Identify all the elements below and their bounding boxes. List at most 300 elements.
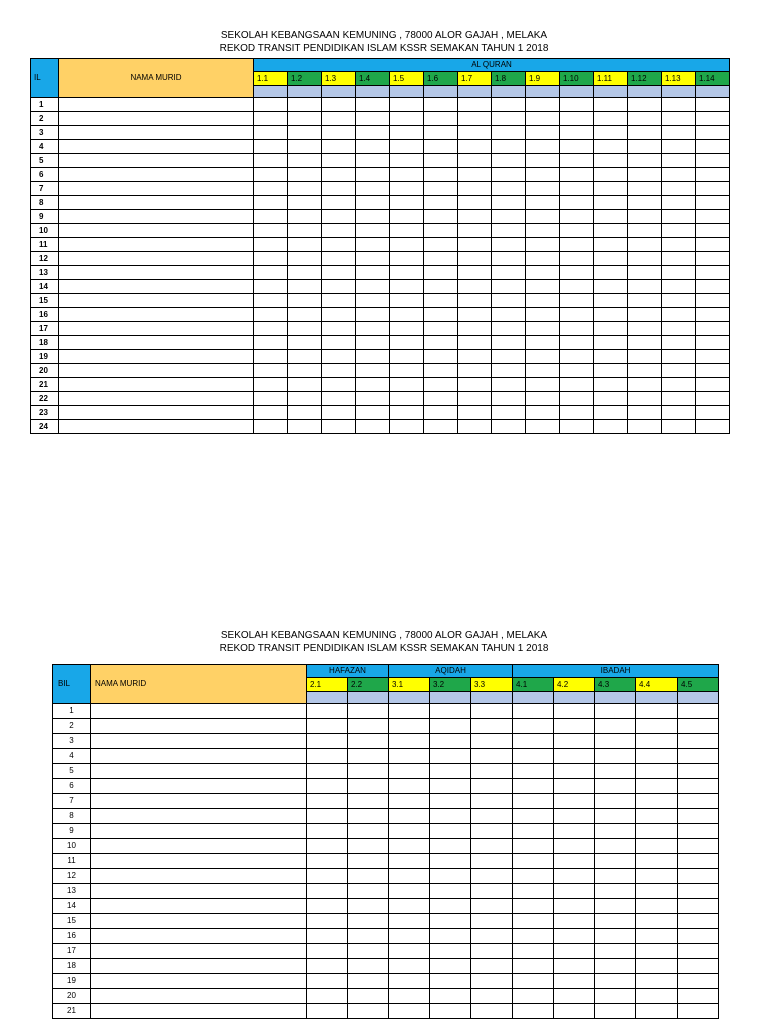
mark-cell[interactable]: [554, 779, 595, 794]
mark-cell[interactable]: [424, 238, 458, 252]
mark-cell[interactable]: [458, 280, 492, 294]
mark-cell[interactable]: [678, 719, 719, 734]
mark-cell[interactable]: [322, 224, 356, 238]
mark-cell[interactable]: [492, 182, 526, 196]
mark-cell[interactable]: [424, 308, 458, 322]
mark-cell[interactable]: [348, 884, 389, 899]
mark-cell[interactable]: [458, 168, 492, 182]
mark-cell[interactable]: [348, 749, 389, 764]
mark-cell[interactable]: [678, 929, 719, 944]
mark-cell[interactable]: [348, 794, 389, 809]
mark-cell[interactable]: [307, 809, 348, 824]
student-name-cell[interactable]: [59, 280, 254, 294]
mark-cell[interactable]: [307, 914, 348, 929]
mark-cell[interactable]: [513, 869, 554, 884]
mark-cell[interactable]: [678, 914, 719, 929]
mark-cell[interactable]: [356, 308, 390, 322]
mark-cell[interactable]: [678, 764, 719, 779]
mark-cell[interactable]: [492, 224, 526, 238]
mark-cell[interactable]: [471, 719, 513, 734]
student-name-cell[interactable]: [59, 392, 254, 406]
mark-cell[interactable]: [554, 914, 595, 929]
mark-cell[interactable]: [288, 126, 322, 140]
mark-cell[interactable]: [356, 294, 390, 308]
mark-cell[interactable]: [356, 182, 390, 196]
mark-cell[interactable]: [471, 869, 513, 884]
mark-cell[interactable]: [424, 322, 458, 336]
mark-cell[interactable]: [458, 154, 492, 168]
mark-cell[interactable]: [348, 929, 389, 944]
mark-cell[interactable]: [471, 944, 513, 959]
mark-cell[interactable]: [594, 392, 628, 406]
mark-cell[interactable]: [513, 884, 554, 899]
mark-cell[interactable]: [307, 734, 348, 749]
mark-cell[interactable]: [628, 350, 662, 364]
mark-cell[interactable]: [554, 824, 595, 839]
mark-cell[interactable]: [322, 378, 356, 392]
mark-cell[interactable]: [554, 929, 595, 944]
mark-cell[interactable]: [595, 824, 636, 839]
mark-cell[interactable]: [322, 182, 356, 196]
mark-cell[interactable]: [594, 406, 628, 420]
mark-cell[interactable]: [513, 749, 554, 764]
mark-cell[interactable]: [526, 322, 560, 336]
mark-cell[interactable]: [628, 378, 662, 392]
mark-cell[interactable]: [356, 392, 390, 406]
mark-cell[interactable]: [492, 308, 526, 322]
mark-cell[interactable]: [526, 196, 560, 210]
mark-cell[interactable]: [594, 266, 628, 280]
mark-cell[interactable]: [628, 224, 662, 238]
mark-cell[interactable]: [594, 140, 628, 154]
student-name-cell[interactable]: [91, 704, 307, 719]
mark-cell[interactable]: [560, 336, 594, 350]
mark-cell[interactable]: [288, 140, 322, 154]
mark-cell[interactable]: [678, 839, 719, 854]
mark-cell[interactable]: [356, 196, 390, 210]
mark-cell[interactable]: [288, 364, 322, 378]
mark-cell[interactable]: [390, 378, 424, 392]
mark-cell[interactable]: [424, 112, 458, 126]
mark-cell[interactable]: [595, 794, 636, 809]
mark-cell[interactable]: [595, 839, 636, 854]
mark-cell[interactable]: [254, 308, 288, 322]
mark-cell[interactable]: [430, 704, 471, 719]
mark-cell[interactable]: [322, 420, 356, 434]
mark-cell[interactable]: [389, 749, 430, 764]
mark-cell[interactable]: [307, 749, 348, 764]
mark-cell[interactable]: [492, 196, 526, 210]
mark-cell[interactable]: [348, 839, 389, 854]
mark-cell[interactable]: [471, 779, 513, 794]
mark-cell[interactable]: [595, 914, 636, 929]
mark-cell[interactable]: [595, 974, 636, 989]
mark-cell[interactable]: [288, 266, 322, 280]
mark-cell[interactable]: [430, 824, 471, 839]
mark-cell[interactable]: [594, 224, 628, 238]
mark-cell[interactable]: [288, 154, 322, 168]
mark-cell[interactable]: [458, 350, 492, 364]
mark-cell[interactable]: [595, 869, 636, 884]
mark-cell[interactable]: [389, 764, 430, 779]
mark-cell[interactable]: [554, 1004, 595, 1019]
mark-cell[interactable]: [458, 406, 492, 420]
mark-cell[interactable]: [389, 974, 430, 989]
mark-cell[interactable]: [662, 266, 696, 280]
mark-cell[interactable]: [322, 252, 356, 266]
mark-cell[interactable]: [662, 224, 696, 238]
mark-cell[interactable]: [662, 112, 696, 126]
mark-cell[interactable]: [430, 914, 471, 929]
mark-cell[interactable]: [678, 1004, 719, 1019]
mark-cell[interactable]: [471, 974, 513, 989]
mark-cell[interactable]: [678, 824, 719, 839]
mark-cell[interactable]: [492, 378, 526, 392]
mark-cell[interactable]: [458, 196, 492, 210]
mark-cell[interactable]: [696, 112, 730, 126]
mark-cell[interactable]: [356, 364, 390, 378]
mark-cell[interactable]: [430, 944, 471, 959]
mark-cell[interactable]: [348, 974, 389, 989]
mark-cell[interactable]: [458, 294, 492, 308]
mark-cell[interactable]: [696, 294, 730, 308]
mark-cell[interactable]: [595, 944, 636, 959]
mark-cell[interactable]: [526, 168, 560, 182]
student-name-cell[interactable]: [59, 126, 254, 140]
mark-cell[interactable]: [594, 322, 628, 336]
mark-cell[interactable]: [696, 238, 730, 252]
mark-cell[interactable]: [594, 350, 628, 364]
mark-cell[interactable]: [471, 749, 513, 764]
mark-cell[interactable]: [636, 869, 678, 884]
mark-cell[interactable]: [458, 98, 492, 112]
mark-cell[interactable]: [492, 406, 526, 420]
mark-cell[interactable]: [471, 794, 513, 809]
mark-cell[interactable]: [526, 420, 560, 434]
mark-cell[interactable]: [662, 168, 696, 182]
student-name-cell[interactable]: [91, 734, 307, 749]
mark-cell[interactable]: [595, 929, 636, 944]
mark-cell[interactable]: [526, 238, 560, 252]
mark-cell[interactable]: [595, 749, 636, 764]
mark-cell[interactable]: [678, 809, 719, 824]
mark-cell[interactable]: [390, 196, 424, 210]
mark-cell[interactable]: [389, 1004, 430, 1019]
mark-cell[interactable]: [662, 238, 696, 252]
mark-cell[interactable]: [430, 839, 471, 854]
mark-cell[interactable]: [254, 224, 288, 238]
mark-cell[interactable]: [322, 238, 356, 252]
mark-cell[interactable]: [595, 959, 636, 974]
mark-cell[interactable]: [513, 899, 554, 914]
mark-cell[interactable]: [594, 364, 628, 378]
mark-cell[interactable]: [348, 779, 389, 794]
mark-cell[interactable]: [696, 210, 730, 224]
mark-cell[interactable]: [628, 210, 662, 224]
mark-cell[interactable]: [288, 294, 322, 308]
mark-cell[interactable]: [662, 322, 696, 336]
mark-cell[interactable]: [254, 406, 288, 420]
mark-cell[interactable]: [636, 1004, 678, 1019]
mark-cell[interactable]: [356, 378, 390, 392]
mark-cell[interactable]: [307, 884, 348, 899]
student-name-cell[interactable]: [91, 929, 307, 944]
mark-cell[interactable]: [636, 884, 678, 899]
mark-cell[interactable]: [424, 266, 458, 280]
mark-cell[interactable]: [288, 420, 322, 434]
mark-cell[interactable]: [471, 959, 513, 974]
mark-cell[interactable]: [389, 824, 430, 839]
mark-cell[interactable]: [389, 704, 430, 719]
mark-cell[interactable]: [636, 974, 678, 989]
mark-cell[interactable]: [348, 764, 389, 779]
mark-cell[interactable]: [662, 140, 696, 154]
mark-cell[interactable]: [513, 989, 554, 1004]
mark-cell[interactable]: [696, 322, 730, 336]
mark-cell[interactable]: [513, 719, 554, 734]
mark-cell[interactable]: [636, 809, 678, 824]
mark-cell[interactable]: [594, 280, 628, 294]
mark-cell[interactable]: [636, 914, 678, 929]
mark-cell[interactable]: [356, 420, 390, 434]
mark-cell[interactable]: [356, 126, 390, 140]
mark-cell[interactable]: [554, 704, 595, 719]
mark-cell[interactable]: [424, 378, 458, 392]
mark-cell[interactable]: [348, 869, 389, 884]
mark-cell[interactable]: [594, 112, 628, 126]
student-name-cell[interactable]: [59, 98, 254, 112]
mark-cell[interactable]: [554, 944, 595, 959]
mark-cell[interactable]: [662, 294, 696, 308]
mark-cell[interactable]: [662, 364, 696, 378]
mark-cell[interactable]: [526, 266, 560, 280]
mark-cell[interactable]: [356, 280, 390, 294]
mark-cell[interactable]: [560, 154, 594, 168]
mark-cell[interactable]: [560, 294, 594, 308]
mark-cell[interactable]: [254, 420, 288, 434]
mark-cell[interactable]: [424, 210, 458, 224]
mark-cell[interactable]: [288, 308, 322, 322]
mark-cell[interactable]: [526, 182, 560, 196]
mark-cell[interactable]: [356, 238, 390, 252]
mark-cell[interactable]: [424, 392, 458, 406]
student-name-cell[interactable]: [91, 854, 307, 869]
student-name-cell[interactable]: [59, 336, 254, 350]
mark-cell[interactable]: [513, 809, 554, 824]
mark-cell[interactable]: [560, 350, 594, 364]
mark-cell[interactable]: [424, 196, 458, 210]
mark-cell[interactable]: [560, 98, 594, 112]
mark-cell[interactable]: [458, 378, 492, 392]
mark-cell[interactable]: [696, 196, 730, 210]
student-name-cell[interactable]: [59, 364, 254, 378]
mark-cell[interactable]: [513, 824, 554, 839]
mark-cell[interactable]: [254, 378, 288, 392]
mark-cell[interactable]: [594, 196, 628, 210]
mark-cell[interactable]: [696, 392, 730, 406]
mark-cell[interactable]: [471, 839, 513, 854]
student-name-cell[interactable]: [59, 378, 254, 392]
student-name-cell[interactable]: [91, 779, 307, 794]
mark-cell[interactable]: [526, 154, 560, 168]
mark-cell[interactable]: [628, 420, 662, 434]
mark-cell[interactable]: [513, 914, 554, 929]
mark-cell[interactable]: [307, 974, 348, 989]
mark-cell[interactable]: [492, 154, 526, 168]
student-name-cell[interactable]: [59, 350, 254, 364]
mark-cell[interactable]: [430, 749, 471, 764]
mark-cell[interactable]: [628, 322, 662, 336]
mark-cell[interactable]: [458, 364, 492, 378]
mark-cell[interactable]: [595, 809, 636, 824]
mark-cell[interactable]: [424, 154, 458, 168]
mark-cell[interactable]: [322, 322, 356, 336]
mark-cell[interactable]: [307, 929, 348, 944]
mark-cell[interactable]: [662, 378, 696, 392]
mark-cell[interactable]: [458, 252, 492, 266]
mark-cell[interactable]: [662, 252, 696, 266]
student-name-cell[interactable]: [91, 1004, 307, 1019]
student-name-cell[interactable]: [59, 294, 254, 308]
mark-cell[interactable]: [424, 350, 458, 364]
mark-cell[interactable]: [348, 809, 389, 824]
mark-cell[interactable]: [492, 98, 526, 112]
student-name-cell[interactable]: [91, 884, 307, 899]
mark-cell[interactable]: [628, 364, 662, 378]
mark-cell[interactable]: [678, 974, 719, 989]
mark-cell[interactable]: [594, 210, 628, 224]
mark-cell[interactable]: [430, 1004, 471, 1019]
mark-cell[interactable]: [307, 764, 348, 779]
mark-cell[interactable]: [458, 238, 492, 252]
mark-cell[interactable]: [458, 224, 492, 238]
mark-cell[interactable]: [696, 126, 730, 140]
mark-cell[interactable]: [560, 378, 594, 392]
student-name-cell[interactable]: [91, 764, 307, 779]
mark-cell[interactable]: [458, 126, 492, 140]
mark-cell[interactable]: [595, 704, 636, 719]
mark-cell[interactable]: [636, 734, 678, 749]
mark-cell[interactable]: [389, 794, 430, 809]
mark-cell[interactable]: [696, 168, 730, 182]
mark-cell[interactable]: [526, 252, 560, 266]
mark-cell[interactable]: [254, 336, 288, 350]
mark-cell[interactable]: [424, 168, 458, 182]
mark-cell[interactable]: [696, 154, 730, 168]
mark-cell[interactable]: [526, 280, 560, 294]
mark-cell[interactable]: [678, 794, 719, 809]
mark-cell[interactable]: [492, 112, 526, 126]
mark-cell[interactable]: [628, 182, 662, 196]
student-name-cell[interactable]: [59, 308, 254, 322]
mark-cell[interactable]: [560, 210, 594, 224]
mark-cell[interactable]: [526, 294, 560, 308]
mark-cell[interactable]: [492, 252, 526, 266]
mark-cell[interactable]: [390, 210, 424, 224]
mark-cell[interactable]: [348, 959, 389, 974]
mark-cell[interactable]: [348, 1004, 389, 1019]
mark-cell[interactable]: [594, 182, 628, 196]
mark-cell[interactable]: [560, 140, 594, 154]
mark-cell[interactable]: [492, 392, 526, 406]
student-name-cell[interactable]: [91, 899, 307, 914]
mark-cell[interactable]: [662, 350, 696, 364]
mark-cell[interactable]: [513, 944, 554, 959]
student-name-cell[interactable]: [59, 112, 254, 126]
mark-cell[interactable]: [307, 869, 348, 884]
mark-cell[interactable]: [492, 168, 526, 182]
mark-cell[interactable]: [254, 98, 288, 112]
mark-cell[interactable]: [594, 294, 628, 308]
mark-cell[interactable]: [322, 280, 356, 294]
mark-cell[interactable]: [390, 126, 424, 140]
mark-cell[interactable]: [356, 322, 390, 336]
mark-cell[interactable]: [526, 350, 560, 364]
student-name-cell[interactable]: [59, 420, 254, 434]
mark-cell[interactable]: [254, 392, 288, 406]
mark-cell[interactable]: [307, 959, 348, 974]
mark-cell[interactable]: [678, 869, 719, 884]
student-name-cell[interactable]: [91, 719, 307, 734]
mark-cell[interactable]: [636, 929, 678, 944]
mark-cell[interactable]: [560, 280, 594, 294]
student-name-cell[interactable]: [91, 809, 307, 824]
mark-cell[interactable]: [662, 392, 696, 406]
mark-cell[interactable]: [492, 322, 526, 336]
student-name-cell[interactable]: [59, 238, 254, 252]
mark-cell[interactable]: [307, 989, 348, 1004]
mark-cell[interactable]: [254, 280, 288, 294]
mark-cell[interactable]: [594, 378, 628, 392]
mark-cell[interactable]: [492, 238, 526, 252]
mark-cell[interactable]: [288, 378, 322, 392]
mark-cell[interactable]: [288, 350, 322, 364]
mark-cell[interactable]: [458, 322, 492, 336]
mark-cell[interactable]: [424, 224, 458, 238]
mark-cell[interactable]: [254, 182, 288, 196]
mark-cell[interactable]: [526, 98, 560, 112]
mark-cell[interactable]: [662, 336, 696, 350]
mark-cell[interactable]: [554, 854, 595, 869]
mark-cell[interactable]: [254, 364, 288, 378]
mark-cell[interactable]: [554, 884, 595, 899]
mark-cell[interactable]: [594, 98, 628, 112]
mark-cell[interactable]: [492, 294, 526, 308]
mark-cell[interactable]: [390, 154, 424, 168]
mark-cell[interactable]: [628, 168, 662, 182]
mark-cell[interactable]: [526, 224, 560, 238]
mark-cell[interactable]: [560, 224, 594, 238]
mark-cell[interactable]: [288, 168, 322, 182]
mark-cell[interactable]: [307, 719, 348, 734]
mark-cell[interactable]: [662, 308, 696, 322]
mark-cell[interactable]: [492, 280, 526, 294]
mark-cell[interactable]: [307, 854, 348, 869]
mark-cell[interactable]: [390, 224, 424, 238]
mark-cell[interactable]: [458, 392, 492, 406]
mark-cell[interactable]: [560, 364, 594, 378]
mark-cell[interactable]: [554, 974, 595, 989]
mark-cell[interactable]: [636, 749, 678, 764]
mark-cell[interactable]: [628, 196, 662, 210]
mark-cell[interactable]: [662, 280, 696, 294]
mark-cell[interactable]: [594, 252, 628, 266]
mark-cell[interactable]: [348, 899, 389, 914]
mark-cell[interactable]: [526, 308, 560, 322]
mark-cell[interactable]: [254, 294, 288, 308]
mark-cell[interactable]: [307, 704, 348, 719]
mark-cell[interactable]: [628, 336, 662, 350]
